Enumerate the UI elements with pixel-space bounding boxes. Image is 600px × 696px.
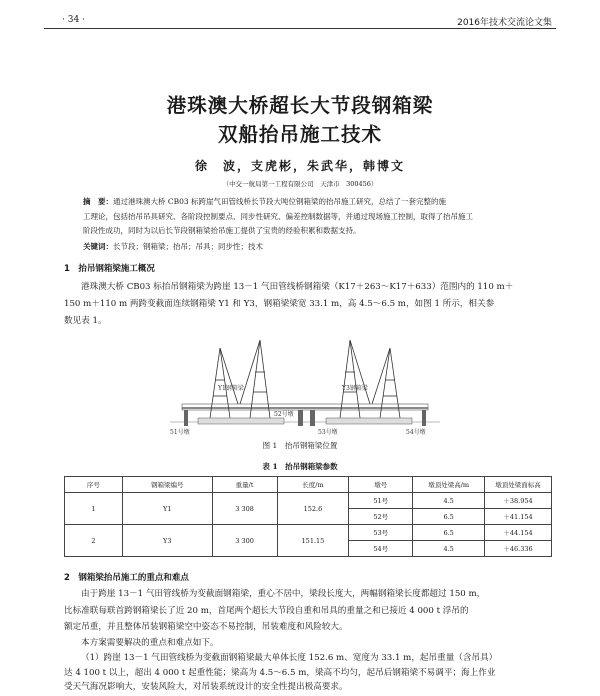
cell-elev: ＋44.154 [485, 525, 552, 541]
col-elev: 墩顶处梁面标高 [485, 477, 552, 493]
figure-label-y1: Y1钢箱梁 [218, 385, 244, 392]
col-code: 钢箱梁编号 [122, 477, 212, 493]
cell-elev: ＋46.336 [485, 541, 552, 557]
section-2-p1-line-1: 由于跨崖 13－1 气田管线桥为变截面钢箱梁，重心不居中，梁段长度大，两幅钢箱梁长度都超过 150 m， [81, 589, 486, 599]
abstract-line-2: 工理论，包括抬吊吊具研究、各阶段控制要点、同步性研究、偏差控制数据等，并通过现场施工控制，取得了抬吊施工 [83, 212, 473, 221]
page-number: · 34 · [62, 15, 85, 25]
figure-label-pier-53: 53号墩 [318, 429, 338, 436]
title-line-1: 港珠澳大桥超长大节段钢箱梁 [166, 94, 434, 117]
section-1-line-3: 数见表 1。 [64, 316, 107, 326]
abstract-line-3: 阶段性成功，同时为以后长节段钢箱梁抬吊施工提供了宝贵的经验积累和数据支持。 [83, 226, 361, 235]
col-seq: 序号 [65, 477, 123, 493]
cell-seq: 1 [65, 493, 123, 525]
cell-weight: 3 300 [212, 525, 277, 557]
section-2-p3-line-2: 达 4 100 t 以上，超出 4 000 t 起重性能；梁高为 4.5～6.5 m，梁高不均匀，起吊后钢箱梁不易调平；海上作业 [64, 668, 496, 678]
cell-pier: 51号 [349, 493, 413, 509]
figure-label-y3: Y3钢箱梁 [342, 385, 368, 392]
section-2-p2: 本方案需要解决的重点和难点如下。 [81, 638, 219, 648]
section-1-line-2: 150 m＋110 m 两跨变截面连续钢箱梁 Y1 和 Y3，钢箱梁梁宽 33.1 m，高 4.5～6.5 m，如图 1 所示，相关参 [64, 299, 495, 309]
section-2-p1-line-3: 额定吊重，并且整体吊装钢箱梁空中姿态不易控制，吊装难度和风险较大。 [64, 622, 348, 632]
figure-label-pier-52: 52号墩 [274, 411, 294, 418]
cell-pier: 53号 [349, 525, 413, 541]
authors: 徐 波，支虎彬，朱武华，韩博文 [194, 159, 405, 173]
section-2-p3-line-3: 受天气海况影响大，安装风险大，对吊装系统设计的安全性提出极高要求。 [64, 682, 348, 692]
figure-label-pier-54: 54号墩 [406, 429, 426, 436]
section-1-line-1: 港珠澳大桥 CB03 标抬吊钢箱梁为跨崖 13－1 气田管线桥钢箱梁（K17＋263～K17＋633）范围内的 110 m＋ [81, 282, 514, 292]
cell-pier: 54号 [349, 541, 413, 557]
figure-label-pier-51: 51号墩 [170, 429, 190, 436]
affiliation: （中交一航局第一工程有限公司 天津市 300456） [222, 180, 378, 188]
col-pier: 墩号 [349, 477, 413, 493]
keywords [83, 241, 263, 252]
col-height: 墩顶处梁高/m [413, 477, 485, 493]
keywords-text: 长节段；钢箱梁；抬吊；吊具；同步性；技术 [113, 242, 263, 251]
col-weight: 重量/t [212, 477, 277, 493]
table-row [65, 493, 552, 509]
abstract-text-1: 通过港珠澳大桥 CB03 标跨崖气田管线桥长节段大吨位钢箱梁的抬吊施工研究，总结了一套完整的施 [113, 197, 447, 206]
cell-height: 4.5 [413, 493, 485, 509]
keywords-label: 关键词： [83, 242, 113, 251]
table-caption: 表 1 抬吊钢箱梁参数 [262, 462, 338, 471]
page-header [44, 12, 556, 29]
cell-seq: 2 [65, 525, 123, 557]
cell-length: 151.15 [277, 525, 349, 557]
cell-height: 4.5 [413, 541, 485, 557]
cell-pier: 52号 [349, 509, 413, 525]
table-header-row [65, 477, 552, 493]
cell-length: 152.6 [277, 493, 349, 525]
cell-height: 6.5 [413, 525, 485, 541]
section-2-p1-line-2: 比标准联每联首跨钢箱梁长了近 20 m，首尾两个超长大节段自重和吊具的重量之和已接近 4 000 t 浮吊的 [64, 606, 469, 616]
title-line-2: 双船抬吊施工技术 [217, 123, 382, 146]
parameter-table [64, 476, 552, 557]
section-2-p3-line-1: （1）跨崖 13－1 气田管线桥为变截面钢箱梁最大单体长度 152.6 m、宽度为 33.1 m，起吊重量（含吊具） [81, 653, 498, 663]
table-row [65, 525, 552, 541]
cell-code: Y1 [122, 493, 212, 525]
abstract-label: 摘 要： [83, 197, 113, 206]
cell-weight: 3 308 [212, 493, 277, 525]
section-1-heading: 1 抬吊钢箱梁施工概况 [64, 264, 155, 274]
section-2-heading: 2 钢箱梁抬吊施工的重点和难点 [64, 573, 189, 583]
bridge-lifting-figure [170, 330, 440, 436]
cell-elev: ＋38.954 [485, 493, 552, 509]
col-length: 长度/m [277, 477, 349, 493]
journal-name: 2016年技术交流论文集 [457, 18, 552, 28]
cell-code: Y3 [122, 525, 212, 557]
abstract-line-1 [83, 196, 531, 209]
cell-height: 6.5 [413, 509, 485, 525]
cell-elev: ＋41.154 [485, 509, 552, 525]
figure-caption: 图 1 抬吊钢箱梁位置 [262, 441, 338, 450]
